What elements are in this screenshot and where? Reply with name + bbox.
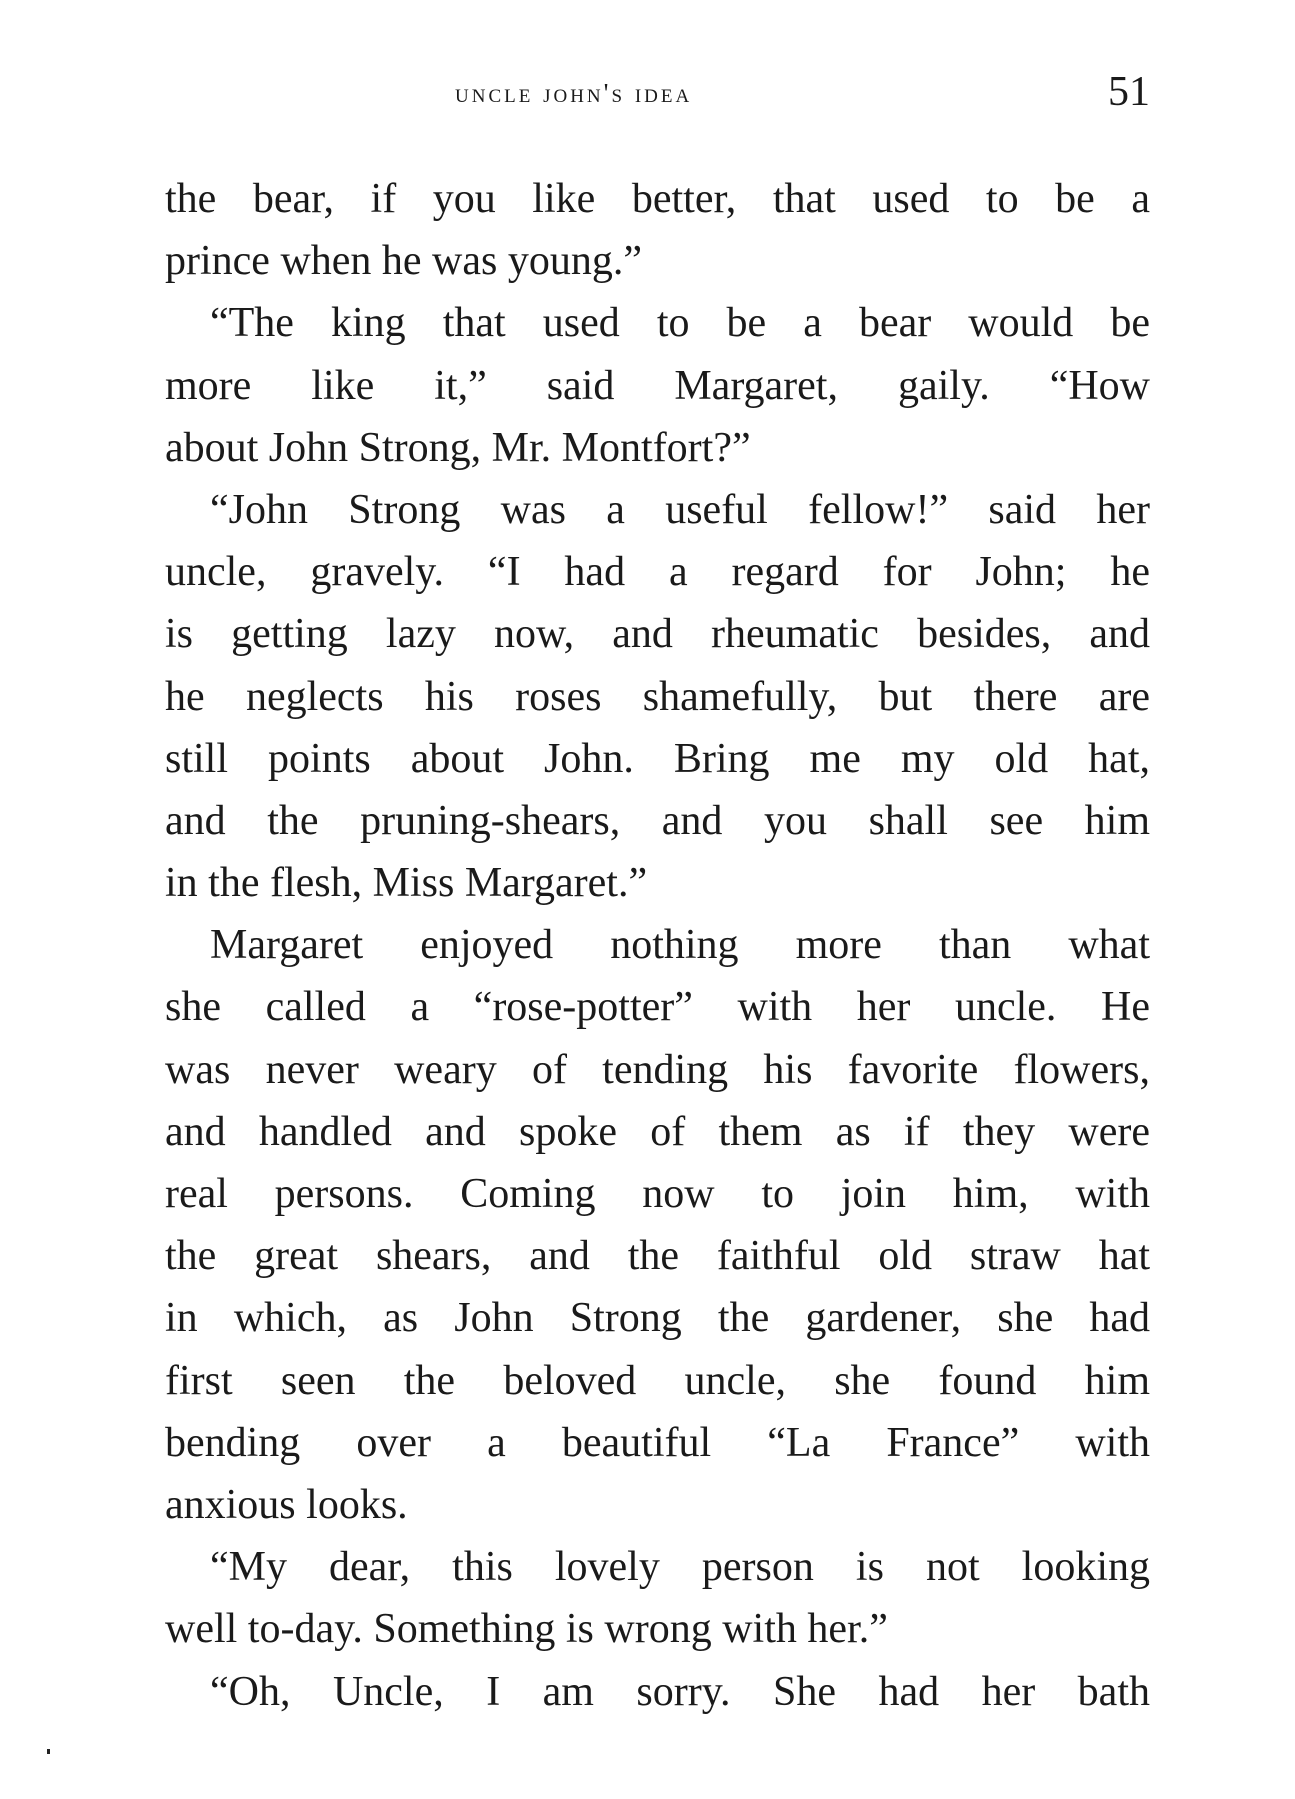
text-line: still points about John. Bring me my old hat,: [165, 735, 1150, 782]
text-line: “John Strong was a useful fellow!” said her: [210, 486, 1150, 533]
text-line: Margaret enjoyed nothing more than what: [210, 922, 1150, 969]
text-line: he neglects his roses shamefully, but there are: [165, 673, 1150, 720]
body-text: [165, 168, 1150, 1723]
text-line: was never weary of tending his favorite flowers,: [165, 1046, 1150, 1093]
text-line: “My dear, this lovely person is not looking: [210, 1544, 1150, 1591]
running-head: [165, 68, 1150, 118]
page-number: 51: [1108, 69, 1150, 115]
text-line: is getting lazy now, and rheumatic besides, and: [165, 611, 1150, 658]
text-line: bending over a beautiful “La France” with: [165, 1419, 1150, 1466]
text-line: the great shears, and the faithful old straw hat: [165, 1233, 1150, 1280]
text-line: real persons. Coming now to join him, with: [165, 1171, 1150, 1217]
text-line: anxious looks.: [165, 1481, 408, 1528]
text-line: about John Strong, Mr. Montfort?”: [165, 424, 751, 471]
running-title: uncle john's idea: [455, 78, 693, 108]
text-line: “Oh, Uncle, I am sorry. She had her bath: [210, 1668, 1150, 1715]
text-line: in the flesh, Miss Margaret.”: [165, 860, 648, 907]
text-line: she called a “rose-potter” with her uncle. He: [165, 984, 1150, 1031]
text-line: uncle, gravely. “I had a regard for John; he: [165, 549, 1150, 596]
print-speck: [47, 1749, 50, 1754]
text-line: first seen the beloved uncle, she found him: [165, 1357, 1150, 1404]
text-line: “The king that used to be a bear would be: [210, 300, 1150, 347]
text-line: and handled and spoke of them as if they were: [165, 1108, 1150, 1155]
text-line: in which, as John Strong the gardener, she had: [165, 1295, 1150, 1342]
text-line: prince when he was young.”: [165, 238, 643, 285]
text-line: and the pruning-shears, and you shall see him: [165, 797, 1150, 844]
text-line: well to-day. Something is wrong with her.”: [165, 1606, 888, 1653]
text-line: the bear, if you like better, that used to be a: [165, 176, 1150, 222]
text-line: more like it,” said Margaret, gaily. “How: [165, 362, 1150, 409]
